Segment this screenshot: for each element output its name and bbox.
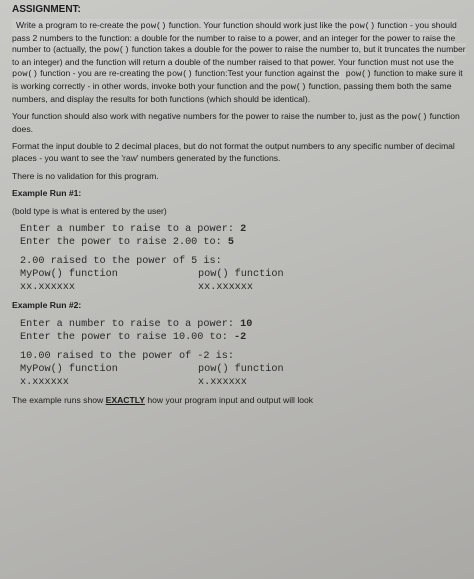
assignment-heading: ASSIGNMENT: [12,4,81,15]
footer-note: The example runs show EXACTLY how your program input and output will look [12,394,314,405]
example2-labels-row: MyPow() function pow() function [20,363,284,375]
example1-result-line: 2.00 raised to the power of 5 is: [20,256,222,268]
example1-labels-row: MyPow() function pow() function [20,269,284,281]
paragraph-instructions: Write a program to re-create the pow() function. Your function should work just like the pow() function - you should pass 2 numbers to the function: a double for the number to raise to a power, and an integer for the power to raise the number to (actually, the pow() function takes a double for the power to raise the number to, but it truncates the number to an integer) and the function will return a double of the number raised to that power. Your function must not use the pow() function - you are re-creating the pow() function:Test your function against the pow() function to make sure it is working correctly - in other words, invoke both your function and the pow() function, passing them both the same numbers, and display the results for both functions (which should be identical). [12,20,466,104]
example2-values-row: x.xxxxxx x.xxxxxx [20,376,247,388]
paragraph-formatting: Format the input double to 2 decimal places, but do not format the output numbers to any specific number of decimal places - you want to see the 'raw' numbers generated by the functions. [12,141,455,163]
example2-result-line: 10.00 raised to the power of -2 is: [20,350,234,362]
example1-values-row: xx.xxxxxx xx.xxxxxx [20,282,254,294]
example1-note: (bold type is what is entered by the user) [12,205,167,216]
example2-title: Example Run #2: [12,300,82,311]
example1-title: Example Run #1: [12,188,82,199]
example2-console [20,318,466,389]
example1-prompt1: Enter a number to raise to a power: 2 [20,224,247,236]
paragraph-validation: There is no validation for this program. [12,170,159,181]
example2-prompt1: Enter a number to raise to a power: 10 [20,318,253,330]
example2-prompt2: Enter the power to raise 10.00 to: -2 [20,331,247,343]
example1-prompt2: Enter the power to raise 2.00 to: 5 [20,237,234,249]
assignment-page [8,4,470,575]
example1-console [20,223,466,294]
paragraph-negative-powers: Your function should also work with negative numbers for the power to raise the number to, just as the pow() function does. [12,111,460,134]
